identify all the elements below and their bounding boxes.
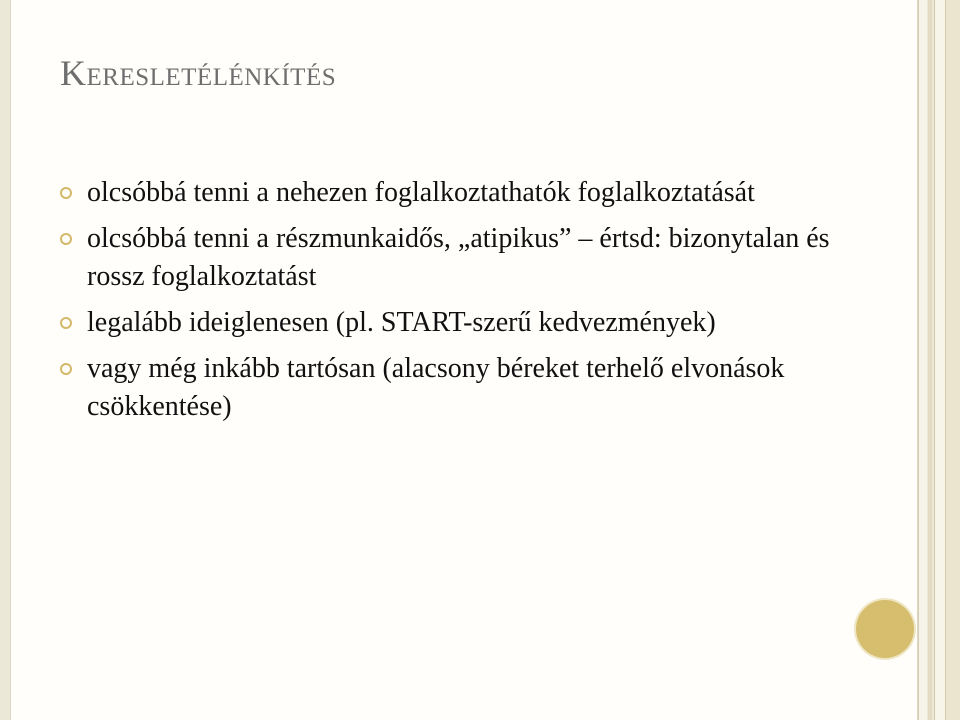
decorative-stripe [934, 0, 946, 720]
hollow-circle-bullet-icon [60, 317, 72, 329]
bullet-item [60, 220, 840, 296]
hollow-circle-bullet-icon [60, 363, 72, 375]
decorative-stripe [918, 0, 927, 720]
bullet-text: legalább ideiglenesen (pl. START-szerű kedvezmények) [87, 307, 716, 338]
bullet-text: olcsóbbá tenni a részmunkaidős, „atipikus” – értsd: bizonytalan és rossz foglalkoztatást [87, 223, 830, 292]
hollow-circle-bullet-icon [60, 187, 72, 199]
slide-title: Keresletélénkítés [60, 53, 337, 93]
hollow-circle-bullet-icon [60, 233, 72, 245]
bullet-item [60, 174, 840, 212]
bullet-list [60, 174, 840, 434]
bullet-item [60, 304, 840, 342]
bullet-item [60, 350, 840, 426]
decorative-stripe [946, 0, 960, 720]
bullet-text: vagy még inkább tartósan (alacsony béreket terhelő elvonások csökkentése) [87, 353, 785, 422]
gold-circle-icon [856, 600, 914, 658]
bullet-text: olcsóbbá tenni a nehezen foglalkoztathatók foglalkoztatását [87, 177, 755, 208]
decorative-stripe [928, 0, 932, 720]
